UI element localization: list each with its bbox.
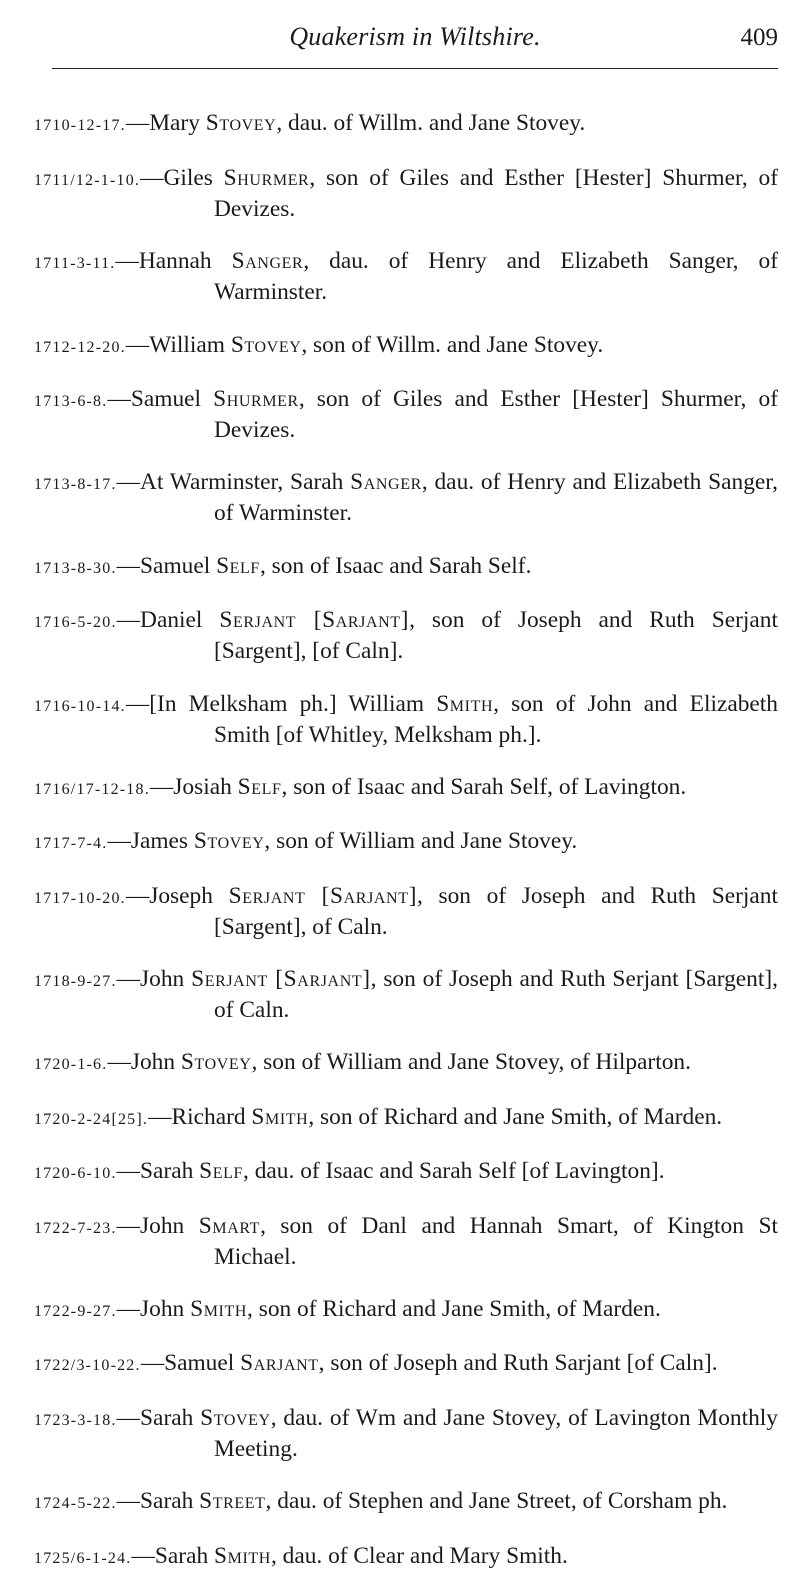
entry-details: , son of Joseph and Ruth Serjant [Sargent], of Caln. <box>214 966 778 1024</box>
entry-given-name: Mary <box>149 110 200 137</box>
entry-given-name: Hannah <box>138 248 212 275</box>
entry-given-name: Samuel <box>130 385 202 412</box>
entry-given-name: John <box>140 1212 185 1239</box>
entry-date: 1720-6-10. <box>34 1165 117 1183</box>
entry-date: 1722-7-23. <box>34 1219 117 1237</box>
entry-details: , dau. of Wm and Jane Stovey, of Lavington Monthly Meeting. <box>214 1404 778 1462</box>
entry-surname: Serjant [Sarjant] <box>228 882 417 909</box>
list-item: 1720-1-6.—John Stovey, son of William and Jane Stovey, of Hilparton. <box>34 1049 691 1076</box>
entry-date: 1711-3-11. <box>34 255 116 273</box>
entry-surname: Sarjant <box>240 1350 319 1377</box>
entry-given-name: Joseph <box>149 882 213 909</box>
entry-given-name: At Warminster, Sarah <box>140 469 344 496</box>
entry-date: 1722/3-10-22. <box>34 1357 141 1375</box>
list-item: 1718-9-27.—John Serjant [Sarjant], son of Joseph and Ruth Serjant [Sargent], of Caln. <box>34 966 778 1024</box>
list-item: 1720-6-10.—Sarah Self, dau. of Isaac and Sarah Self [of Lavington]. <box>34 1158 665 1185</box>
entry-date: 1716-10-14. <box>34 697 126 715</box>
entry-date: 1716/17-12-18. <box>34 780 150 798</box>
entry-surname: Serjant [Sarjant] <box>191 966 371 993</box>
list-item: 1724-5-22.—Sarah Street, dau. of Stephen and Jane Street, of Corsham ph. <box>34 1488 728 1515</box>
entry-date: 1713-8-30. <box>34 559 117 577</box>
list-item: 1723-3-18.—Sarah Stovey, dau. of Wm and Jane Stovey, of Lavington Monthly Meeting. <box>34 1404 778 1462</box>
entry-surname: Self <box>199 1158 244 1185</box>
entry-given-name: [In Melksham ph.] William <box>149 690 425 717</box>
entry-given-name: Giles <box>163 164 213 191</box>
entry-given-name: Sarah <box>140 1404 194 1431</box>
list-item: 1713-6-8.—Samuel Shurmer, son of Giles and Esther [Hester] Shurmer, of Devizes. <box>34 385 778 443</box>
entry-date: 1722-9-27. <box>34 1303 117 1321</box>
entry-details: , son of Willm. and Jane Stovey. <box>301 331 604 358</box>
entry-given-name: Richard <box>171 1103 246 1130</box>
entry-date: 1725/6-1-24. <box>34 1549 132 1567</box>
entry-surname: Smith <box>214 1542 271 1569</box>
entry-details: , son of Isaac and Sarah Self, of Lavington. <box>281 773 687 800</box>
entry-surname: Stovey <box>230 331 302 358</box>
entry-surname: Street <box>199 1488 266 1515</box>
entry-surname: Stovey <box>205 110 277 137</box>
entry-date: 1710-12-17. <box>34 117 126 135</box>
entry-date: 1723-3-18. <box>34 1411 117 1429</box>
entry-given-name: John <box>140 1296 185 1323</box>
entry-surname: Smith <box>436 690 494 717</box>
entry-details: , son of Joseph and Ruth Serjant [Sargent], of Caln. <box>214 882 778 940</box>
entry-given-name: Sarah <box>140 1488 194 1515</box>
entry-surname: Stovey <box>193 828 265 855</box>
entry-details: , son of Danl and Hannah Smart, of Kington St Michael. <box>214 1212 778 1270</box>
entry-given-name: Josiah <box>173 773 232 800</box>
entry-details: , dau. of Clear and Mary Smith. <box>270 1542 568 1569</box>
entry-details: , dau. of Willm. and Jane Stovey. <box>276 110 586 137</box>
list-item: 1722/3-10-22.—Samuel Sarjant, son of Joseph and Ruth Sarjant [of Caln]. <box>34 1350 718 1377</box>
entry-details: , son of Giles and Esther [Hester] Shurmer, of Devizes. <box>214 164 778 222</box>
entry-date: 1717-10-20. <box>34 889 126 907</box>
entry-details: , son of William and Jane Stovey, of Hilparton. <box>251 1049 691 1076</box>
list-item: 1712-12-20.—William Stovey, son of Willm. and Jane Stovey. <box>34 331 604 358</box>
list-item: 1722-7-23.—John Smart, son of Danl and Hannah Smart, of Kington St Michael. <box>34 1212 778 1270</box>
entry-date: 1717-7-4. <box>34 835 108 853</box>
entry-details: , dau. of Henry and Elizabeth Sanger, of Warminster. <box>214 248 778 306</box>
list-item: 1711-3-11.—Hannah Sanger, dau. of Henry and Elizabeth Sanger, of Warminster. <box>34 248 778 306</box>
list-item: 1725/6-1-24.—Sarah Smith, dau. of Clear and Mary Smith. <box>34 1542 568 1569</box>
entry-details: , dau. of Stephen and Jane Street, of Corsham ph. <box>265 1488 728 1515</box>
list-item: 1720-2-24[25].—Richard Smith, son of Richard and Jane Smith, of Marden. <box>34 1103 723 1130</box>
entry-date: 1716-5-20. <box>34 614 117 632</box>
entry-details: , son of Joseph and Ruth Sarjant [of Caln]. <box>318 1350 718 1377</box>
entry-details: , son of John and Elizabeth Smith [of Whitley, Melksham ph.]. <box>214 690 778 748</box>
entry-date: 1718-9-27. <box>34 973 117 991</box>
entry-date: 1713-6-8. <box>34 392 108 410</box>
entry-details: , son of Richard and Jane Smith, of Marden. <box>308 1103 723 1130</box>
entry-given-name: John <box>130 1049 176 1076</box>
entry-date: 1724-5-22. <box>34 1495 117 1513</box>
list-item: 1716/17-12-18.—Josiah Self, son of Isaac and Sarah Self, of Lavington. <box>34 773 687 800</box>
entry-surname: Smith <box>190 1296 248 1323</box>
entry-surname: Stovey <box>200 1404 271 1431</box>
entry-date: 1711/12-1-10. <box>34 171 141 189</box>
entry-given-name: Sarah <box>154 1542 209 1569</box>
entry-details: , son of Joseph and Ruth Serjant [Sargent], [of Caln]. <box>214 607 778 665</box>
list-item: 1716-10-14.—[In Melksham ph.] William Smith, son of John and Elizabeth Smith [of Whitley, Melksham ph.]. <box>34 690 778 748</box>
entry-date: 1712-12-20. <box>34 338 126 356</box>
entry-surname: Self <box>216 552 260 579</box>
birth-entries-list <box>34 86 778 1580</box>
entry-surname: Sanger <box>350 469 422 496</box>
entry-surname: Smith <box>251 1103 309 1130</box>
entry-date: 1720-1-6. <box>34 1056 108 1074</box>
entry-surname: Shurmer <box>223 164 310 191</box>
list-item: 1710-12-17.—Mary Stovey, dau. of Willm. and Jane Stovey. <box>34 110 586 137</box>
entry-details: , son of Richard and Jane Smith, of Marden. <box>247 1296 661 1323</box>
page-number: 409 <box>740 24 778 51</box>
list-item: 1717-10-20.—Joseph Serjant [Sarjant], son of Joseph and Ruth Serjant [Sargent], of Caln. <box>34 882 778 940</box>
entry-given-name: Samuel <box>164 1350 235 1377</box>
entry-surname: Smart <box>198 1212 261 1239</box>
entry-surname: Shurmer <box>213 385 299 412</box>
entry-given-name: Daniel <box>140 607 203 634</box>
entry-date: 1720-2-24[25]. <box>34 1110 149 1128</box>
entry-details: , dau. of Henry and Elizabeth Sanger, of Warminster. <box>214 469 778 527</box>
list-item: 1713-8-17.—At Warminster, Sarah Sanger, dau. of Henry and Elizabeth Sanger, of Warminster. <box>34 469 778 527</box>
entry-surname: Sanger <box>231 248 304 275</box>
entry-given-name: William <box>149 331 225 358</box>
entry-surname: Self <box>237 773 282 800</box>
entry-given-name: John <box>140 966 185 993</box>
list-item: 1722-9-27.—John Smith, son of Richard and Jane Smith, of Marden. <box>34 1296 661 1323</box>
entry-details: , son of Isaac and Sarah Self. <box>259 552 532 579</box>
entry-surname: Stovey <box>180 1049 252 1076</box>
entry-details: , son of William and Jane Stovey. <box>264 828 578 855</box>
entry-given-name: Samuel <box>140 552 211 579</box>
page-header <box>52 22 778 69</box>
entry-surname: Serjant [Sarjant] <box>219 607 410 634</box>
list-item: 1713-8-30.—Samuel Self, son of Isaac and Sarah Self. <box>34 552 532 579</box>
entry-details: , dau. of Isaac and Sarah Self [of Lavington]. <box>243 1158 665 1185</box>
entry-given-name: Sarah <box>140 1158 194 1185</box>
entry-details: , son of Giles and Esther [Hester] Shurmer, of Devizes. <box>214 385 778 443</box>
running-title: Quakerism in Wiltshire. <box>289 22 541 51</box>
list-item: 1717-7-4.—James Stovey, son of William and Jane Stovey. <box>34 828 578 855</box>
list-item: 1711/12-1-10.—Giles Shurmer, son of Giles and Esther [Hester] Shurmer, of Devizes. <box>34 164 778 222</box>
entry-given-name: James <box>130 828 189 855</box>
list-item: 1716-5-20.—Daniel Serjant [Sarjant], son of Joseph and Ruth Serjant [Sargent], [of Caln]. <box>34 607 778 665</box>
entry-date: 1713-8-17. <box>34 476 117 494</box>
